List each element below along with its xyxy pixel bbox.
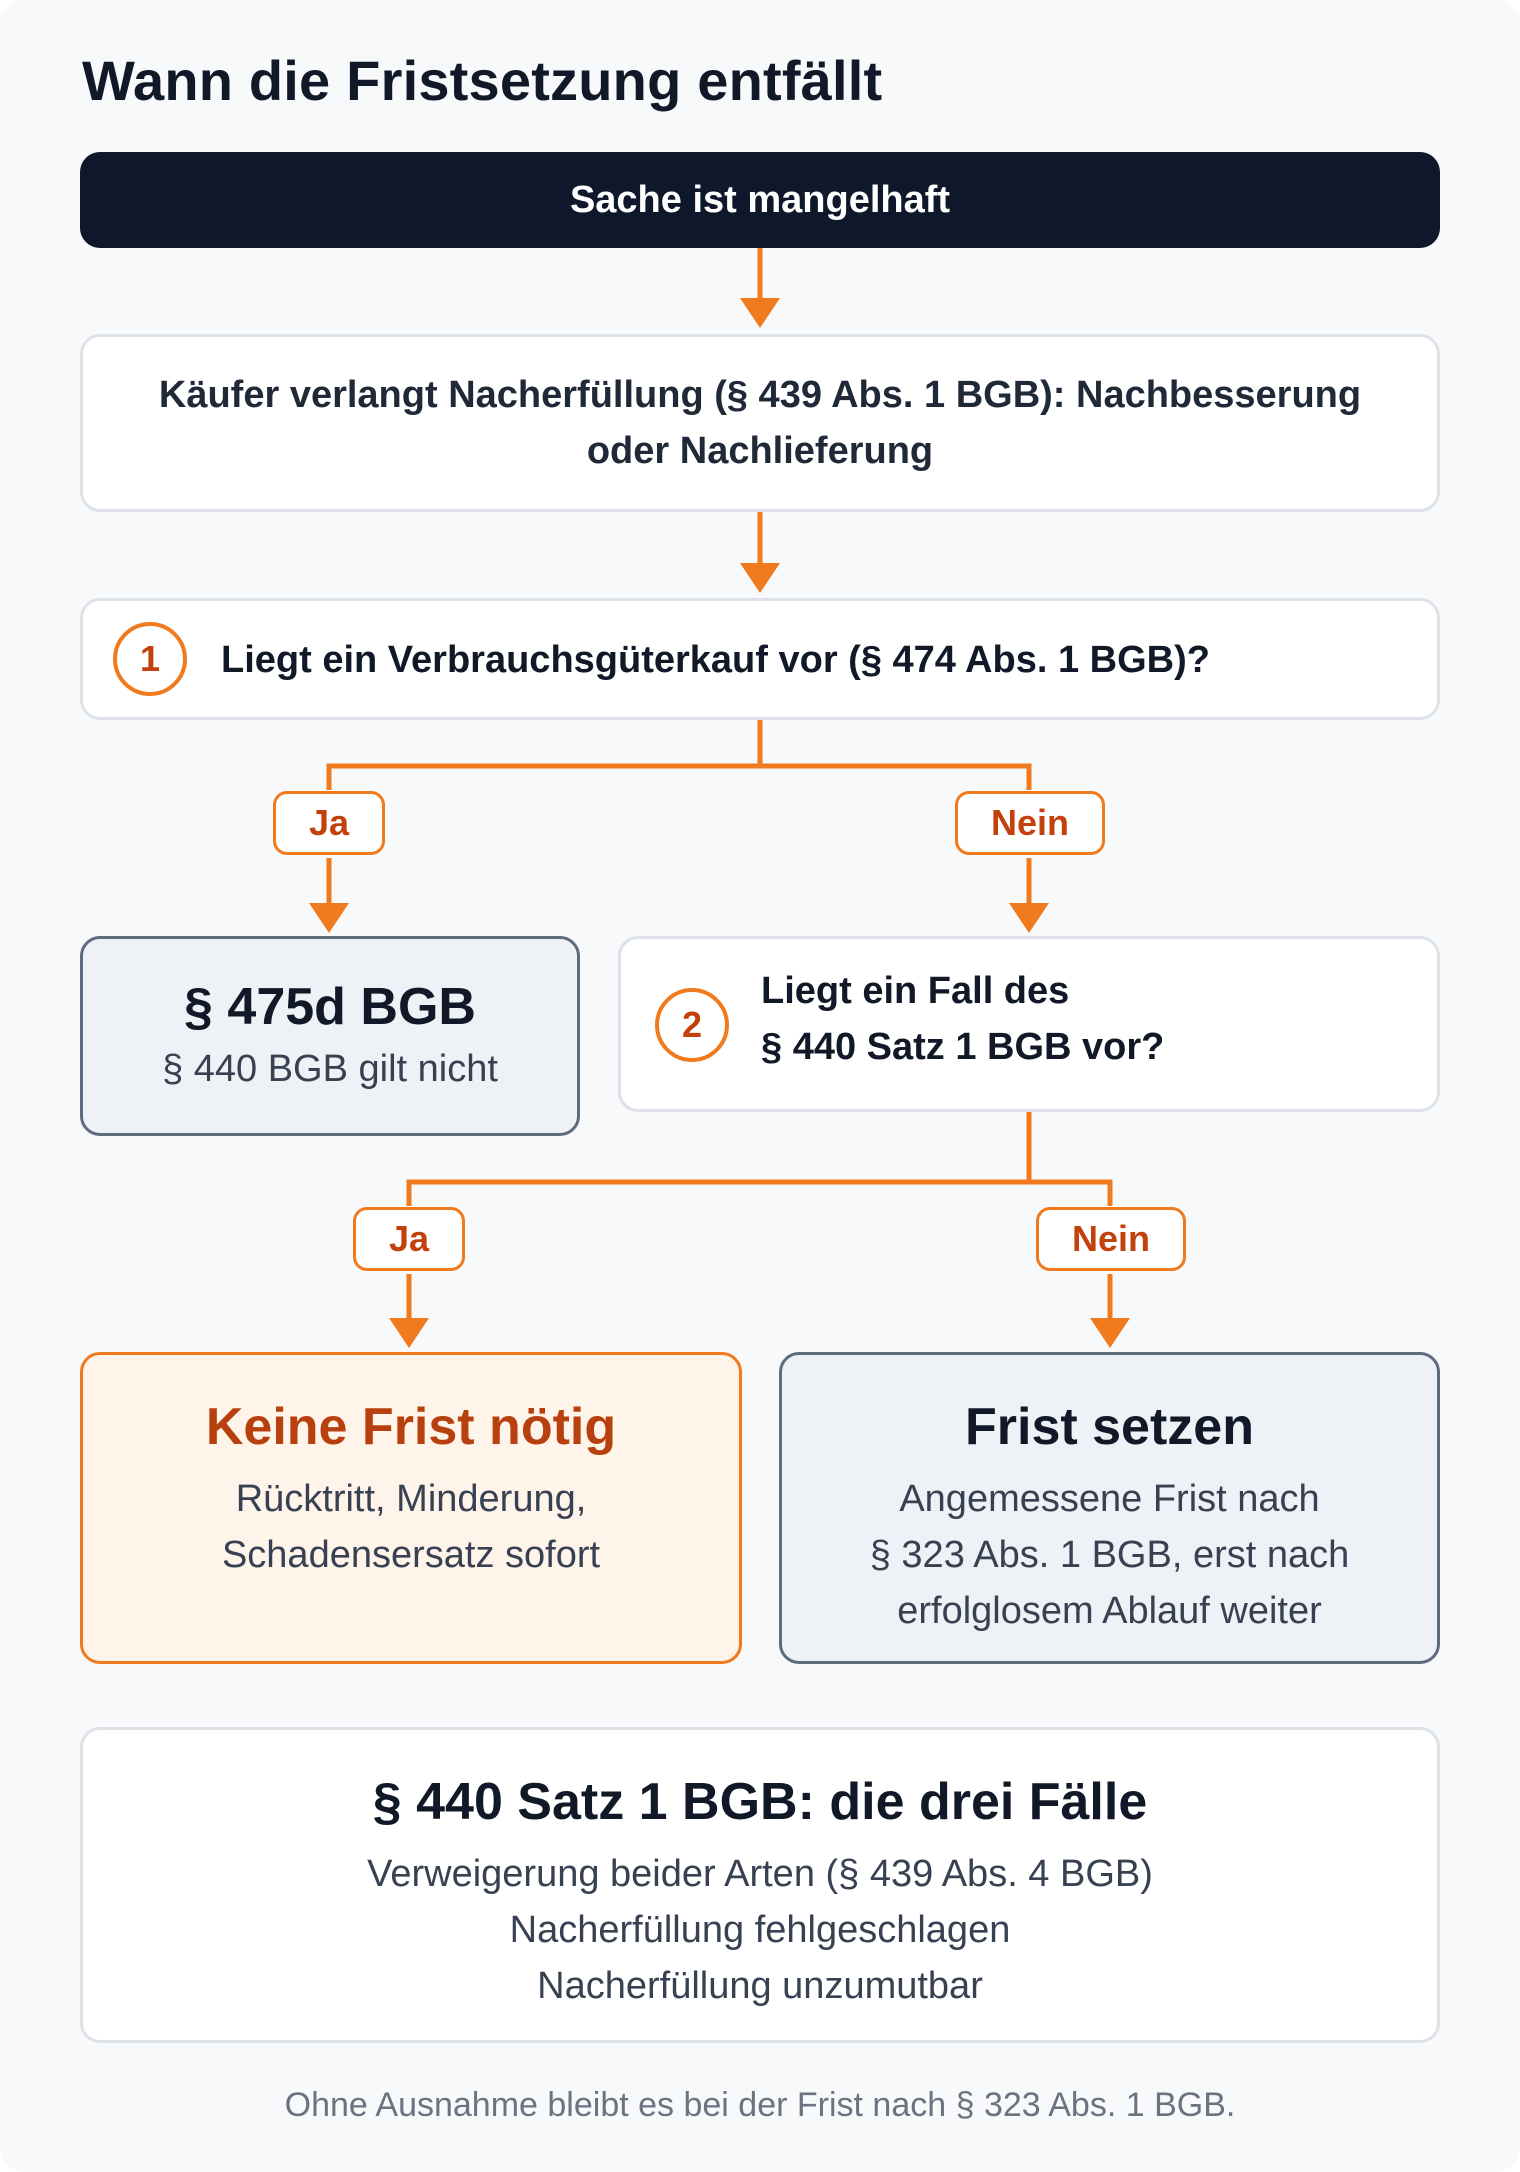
cases-item: Verweigerung beider Arten (§ 439 Abs. 4 BGB) xyxy=(367,1853,1153,1895)
start-label: Sache ist mangelhaft xyxy=(569,178,951,221)
arrowhead xyxy=(389,1318,429,1348)
result-no-deadline-node xyxy=(80,1352,742,1664)
result-no-deadline-line-1: Rücktritt, Minderung, xyxy=(235,1478,587,1520)
branch-2-yes-label: Ja xyxy=(353,1207,465,1271)
result-set-deadline-node xyxy=(779,1352,1440,1664)
arrowhead xyxy=(309,903,349,933)
question-1-text: Liegt ein Verbrauchsgüterkauf vor (§ 474 Abs. 1 BGB)? xyxy=(221,639,1210,681)
connector-q1-yes xyxy=(329,718,760,790)
arrowhead xyxy=(1090,1318,1130,1348)
arrowhead xyxy=(740,563,780,593)
cases-item: Nacherfüllung unzumutbar xyxy=(537,1965,983,2007)
result-no-deadline-line-2: Schadensersatz sofort xyxy=(221,1534,601,1576)
request-node xyxy=(80,334,1440,512)
footer-note: Ohne Ausnahme bleibt es bei der Frist nach § 323 Abs. 1 BGB. xyxy=(284,2086,1236,2124)
arrowhead xyxy=(1009,903,1049,933)
branch-1-no-label: Nein xyxy=(955,791,1105,855)
result-set-deadline-line-3: erfolglosem Ablauf weiter xyxy=(897,1590,1322,1632)
cases-item: Nacherfüllung fehlgeschlagen xyxy=(509,1909,1011,1951)
result-set-deadline-line-2: § 323 Abs. 1 BGB, erst nach xyxy=(869,1534,1350,1576)
branch-2-no-label: Nein xyxy=(1036,1207,1186,1271)
connector-q1-no xyxy=(760,766,1029,790)
branch-1-yes-label: Ja xyxy=(273,791,385,855)
connector-q2-no xyxy=(1029,1182,1110,1206)
result-no-deadline-title: Keine Frist nötig xyxy=(205,1398,617,1456)
cases-node xyxy=(80,1727,1440,2043)
result-475d-subtitle: § 440 BGB gilt nicht xyxy=(162,1048,498,1090)
request-line-2: oder Nachlieferung xyxy=(586,430,934,472)
arrowhead xyxy=(740,298,780,328)
question-2-text xyxy=(761,963,1164,1075)
question-1-node xyxy=(80,598,1440,720)
step-number-2: 2 xyxy=(655,988,729,1062)
question-2-node xyxy=(618,936,1440,1112)
start-node xyxy=(80,152,1440,248)
question-2-line-1: Liegt ein Fall des xyxy=(761,970,1070,1012)
request-line-1: Käufer verlangt Nacherfüllung (§ 439 Abs. 1 BGB): Nachbesserung xyxy=(158,374,1362,416)
result-475d-node xyxy=(80,936,580,1136)
page-title: Wann die Fristsetzung entfällt xyxy=(82,49,883,112)
result-set-deadline-line-1: Angemessene Frist nach xyxy=(899,1478,1320,1520)
cases-title: § 440 Satz 1 BGB: die drei Fälle xyxy=(372,1773,1148,1831)
result-475d-title: § 475d BGB xyxy=(184,978,476,1036)
step-number-1: 1 xyxy=(113,622,187,696)
result-set-deadline-title: Frist setzen xyxy=(965,1398,1254,1456)
question-2-line-2: § 440 Satz 1 BGB vor? xyxy=(761,1026,1165,1068)
